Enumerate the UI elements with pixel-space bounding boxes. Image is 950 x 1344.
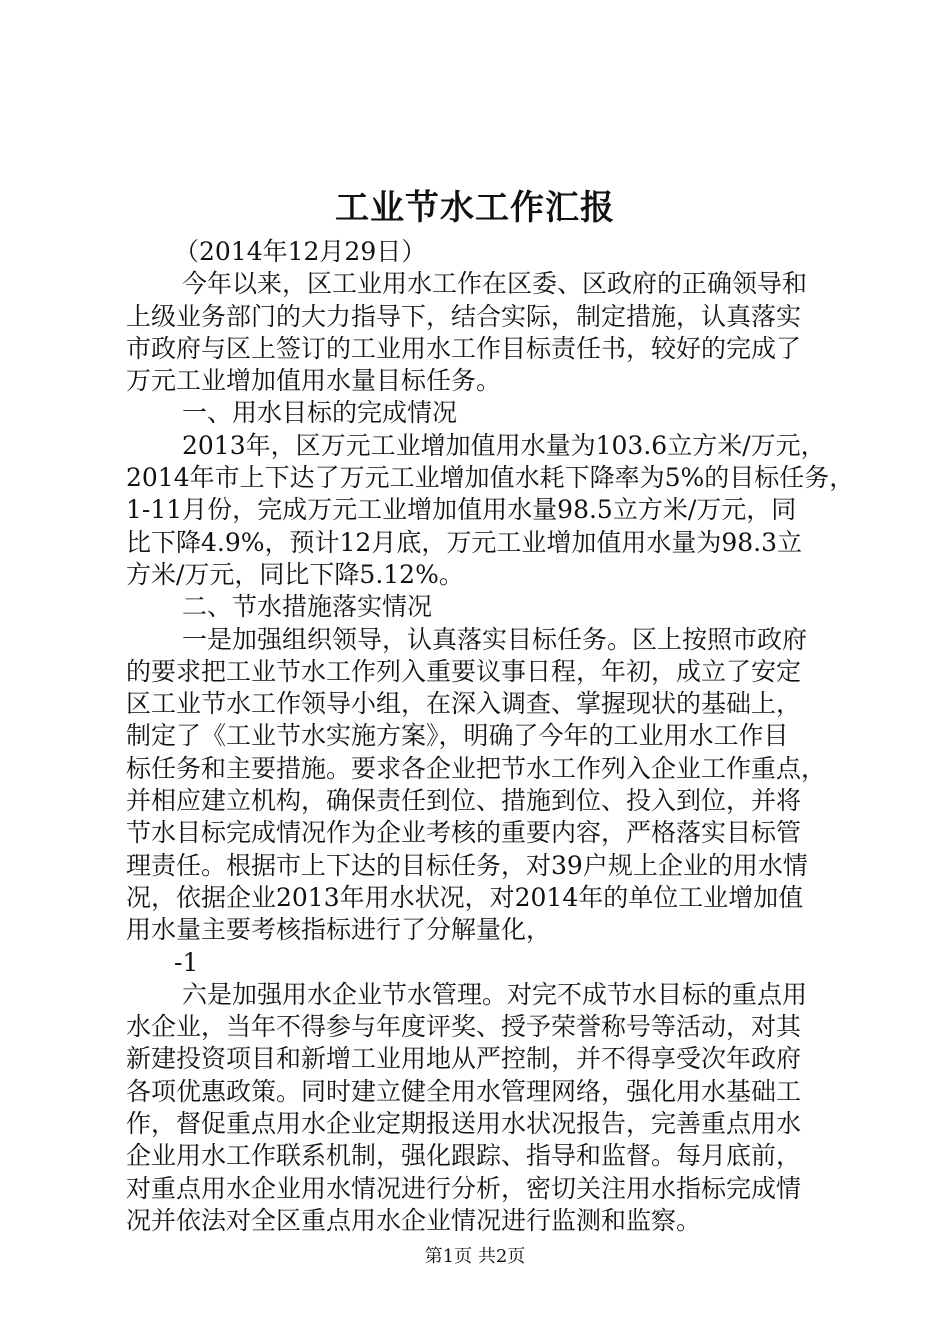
paragraph-line: 理责任。根据市上下达的目标任务，对39户规上企业的用水情 [126, 850, 808, 880]
paragraph-line: 新建投资项目和新增工业用地从严控制，并不得享受次年政府 [126, 1044, 802, 1074]
page-marker: -1 [174, 947, 199, 977]
paragraph-line: 并相应建立机构，确保责任到位、措施到位、投入到位，并将 [126, 786, 802, 816]
paragraph-line: 1-11月份，完成万元工业增加值用水量98.5立方米/万元，同 [126, 495, 797, 525]
paragraph-line: 对重点用水企业用水情况进行分析，密切关注用水指标完成情 [126, 1173, 802, 1203]
paragraph-line: 企业用水工作联系机制，强化跟踪、指导和监督。每月底前， [126, 1141, 802, 1171]
document-title: 工业节水工作汇报 [335, 188, 615, 228]
paragraph-line: 各项优惠政策。同时建立健全用水管理网络，强化用水基础工 [126, 1076, 802, 1106]
paragraph-line: 一是加强组织领导，认真落实目标任务。区上按照市政府 [182, 624, 808, 654]
paragraph-line: 况并依法对全区重点用水企业情况进行监测和监察。 [126, 1205, 702, 1235]
page-footer: 第1页 共2页 [424, 1246, 526, 1267]
paragraph-line: 2013年，区万元工业增加值用水量为103.6立方米/万元， [182, 430, 826, 460]
paragraph-line: 节水目标完成情况作为企业考核的重要内容，严格落实目标管 [126, 818, 802, 848]
paragraph-line: 作，督促重点用水企业定期报送用水状况报告，完善重点用水 [126, 1109, 802, 1139]
section-heading: 二、节水措施落实情况 [182, 592, 433, 622]
document-body [126, 236, 855, 1237]
section-heading: 一、用水目标的完成情况 [182, 398, 458, 428]
paragraph-line: 万元工业增加值用水量目标任务。 [126, 366, 502, 396]
paragraph-line: 比下降4.9%，预计12月底，万元工业增加值用水量为98.3立 [126, 527, 802, 557]
paragraph-line: 的要求把工业节水工作列入重要议事日程，年初，成立了安定 [126, 656, 802, 686]
date-line: （2014年12月29日） [174, 237, 427, 266]
paragraph-line: 市政府与区上签订的工业用水工作目标责任书，较好的完成了 [126, 333, 802, 363]
paragraph-line: 六是加强用水企业节水管理。对完不成节水目标的重点用 [182, 979, 808, 1009]
paragraph-line: 况，依据企业2013年用水状况，对2014年的单位工业增加值 [126, 882, 804, 912]
paragraph-line: 制定了《工业节水实施方案》，明确了今年的工业用水工作目 [126, 721, 789, 751]
paragraph-line: 水企业，当年不得参与年度评奖、授予荣誉称号等活动，对其 [126, 1012, 802, 1042]
paragraph-line: 2014年市上下达了万元工业增加值水耗下降率为5%的目标任务， [126, 463, 855, 493]
paragraph-line: 区工业节水工作领导小组，在深入调查、掌握现状的基础上， [126, 689, 802, 719]
paragraph-line: 用水量主要考核指标进行了分解量化， [126, 915, 552, 945]
paragraph-line: 方米/万元，同比下降5.12%。 [126, 559, 464, 589]
paragraph-line: 标任务和主要措施。要求各企业把节水工作列入企业工作重点， [126, 753, 827, 783]
paragraph-line: 今年以来，区工业用水工作在区委、区政府的正确领导和 [182, 269, 808, 299]
paragraph-line: 上级业务部门的大力指导下，结合实际，制定措施，认真落实 [126, 301, 802, 331]
